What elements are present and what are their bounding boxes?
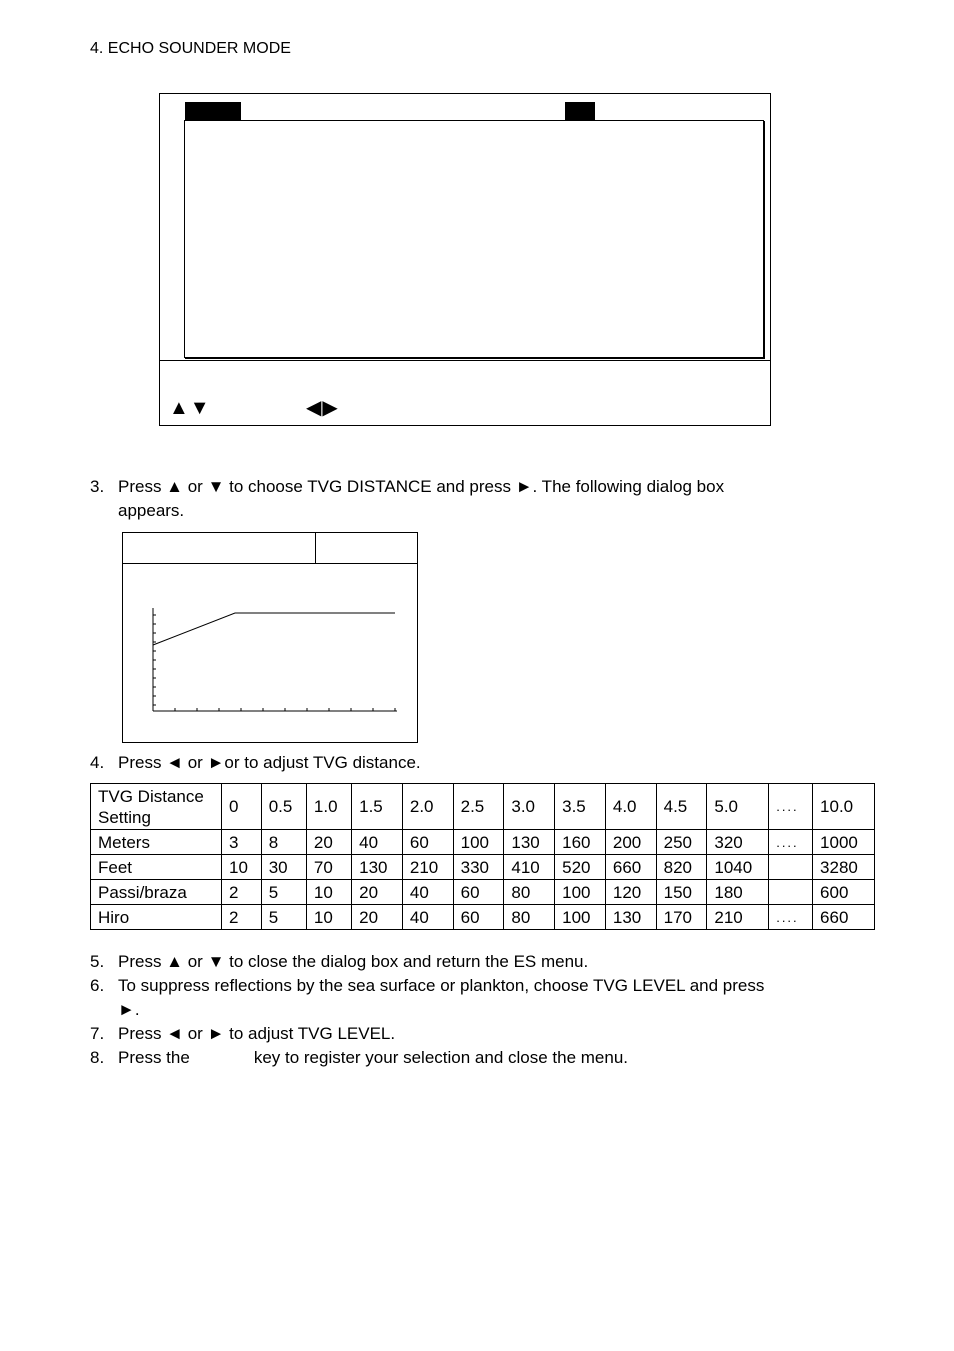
dialog-header-line	[123, 563, 417, 564]
table-cell: 3	[222, 830, 262, 855]
step-3	[90, 475, 724, 523]
table-cell: 0.5	[261, 784, 306, 830]
table-cell: 3.5	[555, 784, 606, 830]
step-text-continued: key to register your selection and close the menu.	[253, 1048, 629, 1067]
table-cell: 10	[306, 880, 351, 905]
menu-screen-figure	[159, 93, 771, 426]
table-cell: 100	[555, 880, 606, 905]
table-cell: 210	[707, 905, 769, 930]
table-row	[91, 905, 875, 930]
table-cell: 250	[656, 830, 707, 855]
up-down-arrow-icon: ▲▼	[169, 397, 211, 419]
step-text-continued: appears.	[118, 501, 185, 520]
step-number: 6.	[90, 976, 105, 995]
table-cell: 8	[261, 830, 306, 855]
step-4	[90, 751, 421, 775]
table-cell: 4.0	[605, 784, 656, 830]
table-cell: 660	[605, 855, 656, 880]
step-number: 3.	[90, 477, 105, 496]
table-cell: 170	[656, 905, 707, 930]
table-cell: 60	[453, 905, 504, 930]
table-cell: 5	[261, 905, 306, 930]
tvg-dialog-figure	[122, 532, 418, 743]
table-cell: 200	[605, 830, 656, 855]
table-row	[91, 830, 875, 855]
table-cell: 130	[504, 830, 555, 855]
table-cell: 1040	[707, 855, 769, 880]
table-cell: 130	[352, 855, 403, 880]
step-5	[90, 950, 588, 974]
step-text: Press the	[118, 1048, 190, 1067]
table-row-label	[91, 784, 222, 830]
table-row-label: Hiro	[91, 905, 222, 930]
table-cell: 3.0	[504, 784, 555, 830]
table-cell: 820	[656, 855, 707, 880]
label-line-2: Setting	[98, 807, 151, 827]
table-cell: 2	[222, 880, 262, 905]
table-row-label: Passi/braza	[91, 880, 222, 905]
table-cell: 10	[306, 905, 351, 930]
table-cell: ....	[769, 830, 813, 855]
table-row	[91, 784, 875, 830]
table-cell: 1.5	[352, 784, 403, 830]
step-number: 7.	[90, 1024, 105, 1043]
table-cell: 120	[605, 880, 656, 905]
table-cell: 40	[352, 830, 403, 855]
table-cell: 330	[453, 855, 504, 880]
table-cell: 520	[555, 855, 606, 880]
table-cell: ....	[769, 784, 813, 830]
table-cell: 40	[402, 905, 453, 930]
table-cell: 100	[555, 905, 606, 930]
table-cell: 80	[504, 880, 555, 905]
table-cell: 80	[504, 905, 555, 930]
table-cell: 160	[555, 830, 606, 855]
table-row	[91, 855, 875, 880]
menu-tab-highlight	[185, 102, 241, 120]
left-right-arrow-icon: ◀▶	[306, 397, 339, 419]
step-number: 4.	[90, 753, 105, 772]
step-text: To suppress reflections by the sea surface or plankton, choose TVG LEVEL and press	[118, 976, 765, 995]
step-text-continued: ►.	[118, 1000, 140, 1019]
table-cell: 410	[504, 855, 555, 880]
table-cell: 1.0	[306, 784, 351, 830]
dialog-header-divider	[315, 533, 316, 563]
table-row	[91, 880, 875, 905]
table-row-label: Meters	[91, 830, 222, 855]
step-text: Press ▲ or ▼ to choose TVG DISTANCE and press ►. The following dialog box	[118, 477, 725, 496]
menu-tab-marker	[565, 102, 595, 120]
table-cell: 5.0	[707, 784, 769, 830]
table-cell: 210	[402, 855, 453, 880]
table-cell: 20	[306, 830, 351, 855]
page-header: 4. ECHO SOUNDER MODE	[90, 40, 291, 57]
table-cell: 70	[306, 855, 351, 880]
table-cell: 5	[261, 880, 306, 905]
step-7	[90, 1022, 395, 1046]
table-cell: 100	[453, 830, 504, 855]
table-cell: 20	[352, 905, 403, 930]
table-cell: 40	[402, 880, 453, 905]
table-cell: 150	[656, 880, 707, 905]
screen-divider	[160, 360, 770, 361]
table-cell: 10	[222, 855, 262, 880]
table-cell: 60	[402, 830, 453, 855]
table-cell: 660	[813, 905, 875, 930]
table-cell: 4.5	[656, 784, 707, 830]
step-number: 8.	[90, 1048, 105, 1067]
table-cell: 0	[222, 784, 262, 830]
step-8	[90, 1046, 628, 1070]
table-cell	[769, 855, 813, 880]
table-cell: 1000	[813, 830, 875, 855]
step-text: Press ▲ or ▼ to close the dialog box and return the ES menu.	[118, 952, 589, 971]
step-text: Press ◄ or ►or to adjust TVG distance.	[118, 753, 421, 772]
tvg-curve-graph	[145, 603, 405, 718]
table-cell: 3280	[813, 855, 875, 880]
table-cell: 600	[813, 880, 875, 905]
table-cell: 10.0	[813, 784, 875, 830]
table-cell	[769, 880, 813, 905]
step-number: 5.	[90, 952, 105, 971]
table-cell: 2	[222, 905, 262, 930]
table-cell: 30	[261, 855, 306, 880]
step-text: Press ◄ or ► to adjust TVG LEVEL.	[118, 1024, 396, 1043]
table-cell: 20	[352, 880, 403, 905]
table-row-label: Feet	[91, 855, 222, 880]
table-cell: 60	[453, 880, 504, 905]
step-6	[90, 974, 764, 1022]
table-cell: 2.5	[453, 784, 504, 830]
table-cell: 130	[605, 905, 656, 930]
label-line-1: TVG Distance	[98, 786, 204, 806]
table-cell: 2.0	[402, 784, 453, 830]
table-cell: 320	[707, 830, 769, 855]
menu-content-area	[184, 120, 764, 358]
table-cell: 180	[707, 880, 769, 905]
table-cell: ....	[769, 905, 813, 930]
tvg-distance-table	[90, 783, 875, 930]
tvg-curve-line	[153, 613, 395, 645]
